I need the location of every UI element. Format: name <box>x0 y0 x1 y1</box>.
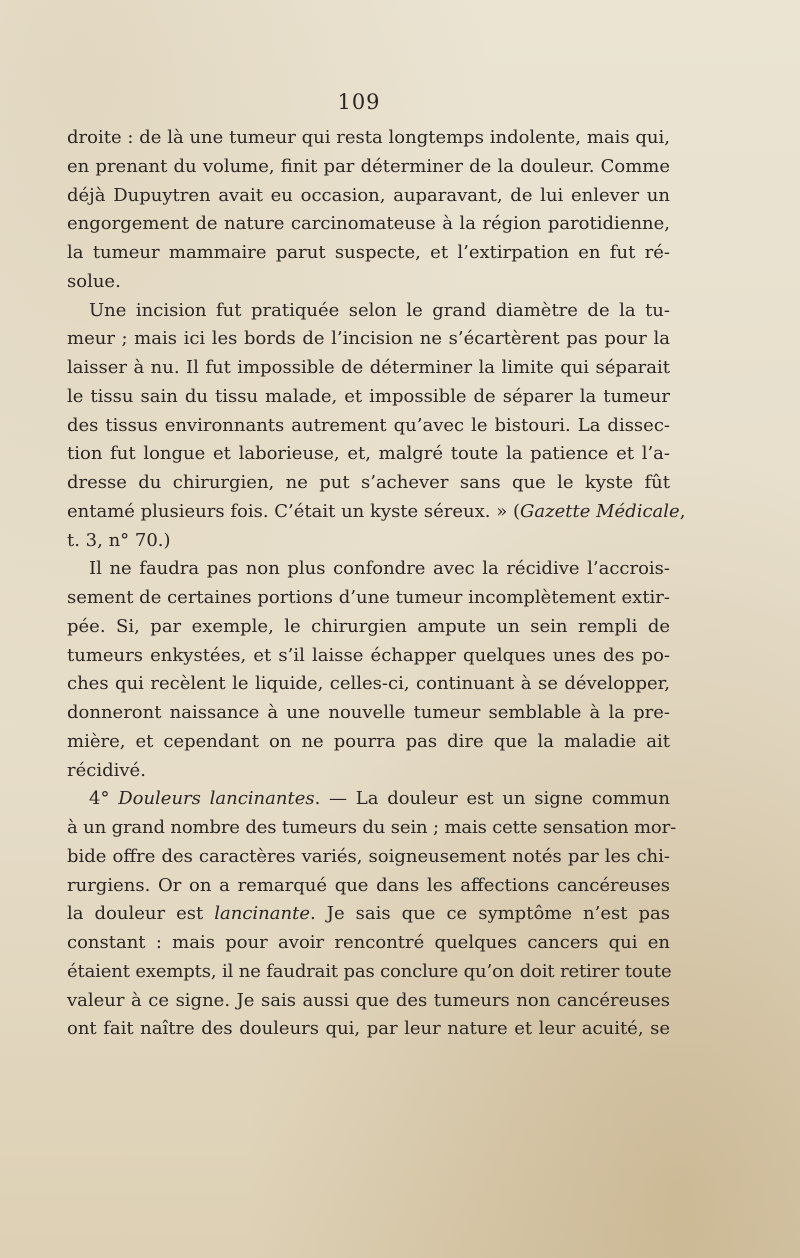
text-line: solue. <box>67 270 121 292</box>
text-line: laisser à nu. Il fut impossible de déterminer la limite qui séparait <box>67 357 670 378</box>
text-line: pée. Si, par exemple, le chirurgien ampute un sein rempli de <box>67 615 670 637</box>
text-line: le tissu sain du tissu malade, et impossible de séparer la tumeur <box>67 385 670 407</box>
text-line: donneront naissance à une nouvelle tumeur semblable à la pre- <box>67 702 670 723</box>
page-number: 109 <box>337 90 381 114</box>
text-line: bide offre des caractères variés, soigneusement notés par les chi- <box>67 845 670 867</box>
text-line: tion fut longue et laborieuse, et, malgré toute la patience et l’a- <box>67 443 670 465</box>
text-line: droite : de là une tumeur qui resta longtemps indolente, mais qui, <box>67 127 670 148</box>
text-line: valeur à ce signe. Je sais aussi que des tumeurs non cancéreuses <box>67 989 670 1011</box>
text-line: ches qui recèlent le liquide, celles-ci, continuant à se développer, <box>67 673 670 695</box>
citation-text-before: entamé plusieurs fois. C’était un kyste séreux. » ( <box>67 500 521 522</box>
text-line: constant : mais pour avoir rencontré quelques cancers qui en <box>67 932 670 953</box>
text-line: engorgement de nature carcinomateuse à la région parotidienne, <box>67 213 670 235</box>
text-after-emphasis: . Je sais que ce symptôme n’est pas <box>310 903 670 925</box>
citation-text-after: , <box>679 500 686 522</box>
paragraph-start-line: Une incision fut pratiquée selon le grand diamètre de la tu- <box>89 299 670 321</box>
citation-line <box>67 498 686 527</box>
text-line: la tumeur mammaire parut suspecte, et l’extirpation en fut ré- <box>67 242 670 263</box>
text-line: dresse du chirurgien, ne put s’achever sans que le kyste fût <box>67 472 670 493</box>
section-title: Douleurs lancinantes <box>118 788 315 810</box>
section-text-after: . — La douleur est un signe commun <box>314 788 670 810</box>
section-heading-line <box>67 785 670 814</box>
text-line: récidivé. <box>67 759 146 781</box>
text-line: meur ; mais ici les bords de l’incision ne s’écartèrent pas pour la <box>67 328 670 350</box>
text-line: sement de certaines portions d’une tumeur incomplètement extir- <box>67 587 670 608</box>
paragraph-start-line: Il ne faudra pas non plus confondre avec la récidive l’accrois- <box>89 558 670 580</box>
text-line: ont fait naître des douleurs qui, par leur nature et leur acuité, se <box>67 1018 670 1040</box>
text-line: à un grand nombre des tumeurs du sein ; mais cette sensation mor- <box>67 817 677 838</box>
text-line: rurgiens. Or on a remarqué que dans les affections cancéreuses <box>67 874 670 896</box>
text-line: étaient exempts, il ne faudrait pas conclure qu’on doit retirer toute <box>67 960 672 982</box>
section-number: 4° <box>89 788 119 810</box>
text-line: en prenant du volume, finit par déterminer de la douleur. Comme <box>67 155 670 177</box>
citation-reference-line: t. 3, n° 70.) <box>67 529 171 551</box>
text-line: des tissus environnants autrement qu’avec le bistouri. La dissec- <box>67 414 670 436</box>
text-line: déjà Dupuytren avait eu occasion, auparavant, de lui enlever un <box>67 184 670 206</box>
text-before-emphasis: la douleur est <box>67 903 215 925</box>
text-line-with-emphasis <box>67 900 670 929</box>
emphasized-term: lancinante <box>214 903 310 925</box>
text-line: tumeurs enkystées, et s’il laisse échapper quelques unes des po- <box>67 644 670 666</box>
body-text <box>67 124 686 1044</box>
text-line: mière, et cependant on ne pourra pas dire que la maladie ait <box>67 730 670 752</box>
citation-journal-title: Gazette Médicale <box>520 500 680 522</box>
